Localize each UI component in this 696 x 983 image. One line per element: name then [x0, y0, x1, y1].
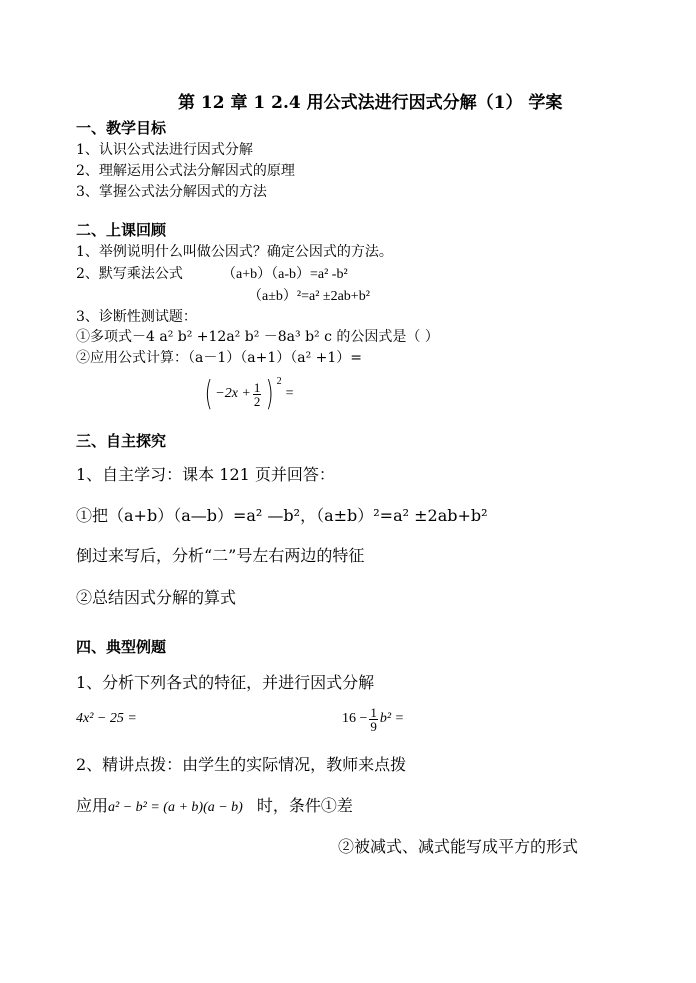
explore-paragraph-3: 倒过来写后，分析“二”号左右两边的特征	[76, 546, 365, 565]
diagnostic-question-2: ②应用公式计算：（a－1）（a+1）（a² +1）=	[76, 350, 363, 366]
fraction-numerator: 1	[370, 704, 377, 720]
formula-difference-of-squares: （a+b）（a-b）=a² -b²	[222, 267, 348, 282]
objective-item-3: 3、掌握公式法分解因式的方法	[76, 184, 267, 200]
expression-part: 16 −	[342, 711, 368, 726]
explore-paragraph-4: ②总结因式分解的算式	[76, 588, 237, 607]
expression-part: b² =	[379, 711, 405, 726]
fraction-one-ninth	[369, 706, 378, 733]
example-paragraph-4: ②被减式、减式能写成平方的形式	[338, 837, 579, 856]
fraction-denominator: 2	[253, 393, 261, 409]
review-question-2-label: 2、默写乘法公式	[76, 266, 183, 282]
fraction-denominator: 9	[370, 718, 377, 734]
factoring-formula: a² − b² = (a + b)(a − b)	[108, 800, 243, 815]
review-question-3: 3、诊断性测试题：	[76, 309, 197, 325]
review-question-1: 1、举例说明什么叫做公因式？确定公因式的方法。	[76, 244, 393, 260]
example-expression-2	[342, 702, 404, 736]
diagnostic-question-3-expression	[202, 372, 294, 416]
section-4-heading: 四、典型例题	[76, 638, 167, 656]
condition-text: 时，条件①差	[256, 796, 353, 815]
example-paragraph-2: 2、精讲点拨：由学生的实际情况，教师来点拨	[76, 755, 407, 774]
fraction-one-half	[253, 381, 262, 408]
example-paragraph-3	[76, 793, 353, 816]
section-2-heading: 二、上课回顾	[76, 221, 167, 239]
exponent: 2	[276, 376, 282, 387]
explore-paragraph-2: ①把（a+b）（a—b）=a² —b²，（a±b）²=a² ±2ab+b²	[76, 506, 488, 525]
fraction-numerator: 1	[253, 379, 261, 395]
left-paren: (	[204, 374, 213, 414]
page-title: 第 12 章 1 2.4 用公式法进行因式分解（1） 学案	[178, 93, 563, 113]
section-1-heading: 一、教学目标	[76, 119, 167, 137]
equals-sign: =	[285, 386, 294, 401]
explore-paragraph-1: 1、自主学习：课本 121 页并回答：	[76, 465, 335, 484]
formula-perfect-square: （a±b）²=a² ±2ab+b²	[248, 289, 370, 304]
apply-label: 应用	[76, 796, 109, 815]
example-paragraph-1: 1、分析下列各式的特征，并进行因式分解	[76, 673, 375, 692]
diagnostic-question-1: ①多项式－4 a² b² +12a² b² －8a³ b² c 的公因式是（ ）	[76, 329, 439, 345]
right-paren: )	[266, 374, 274, 414]
section-3-heading: 三、自主探究	[76, 432, 167, 450]
objective-item-2: 2、理解运用公式法分解因式的原理	[76, 163, 295, 179]
example-expression-1: 4x² − 25 =	[76, 711, 137, 726]
objective-item-1: 1、认识公式法进行因式分解	[76, 142, 253, 158]
expression-part: −2x +	[215, 386, 251, 401]
